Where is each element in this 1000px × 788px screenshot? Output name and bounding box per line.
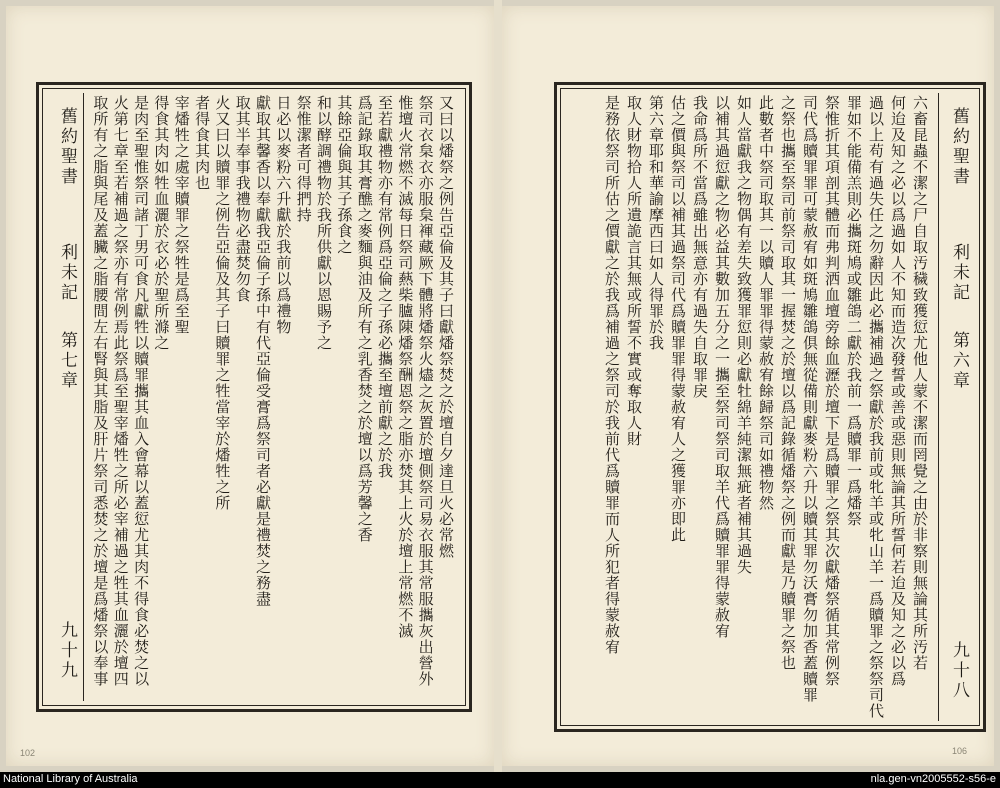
- footer-identifier: nla.gen-vn2005552-s56-e: [870, 773, 996, 785]
- text-column: 祭惟潔者可得捫持: [294, 95, 313, 223]
- right-page-body-text: [569, 95, 931, 719]
- left-page-body-text: [91, 95, 457, 699]
- text-column: 日必以麥粉六升獻於我前以爲禮物: [274, 95, 293, 335]
- right-header-page-number: 九十八: [949, 641, 969, 701]
- right-header-title: 舊約聖書: [949, 107, 969, 187]
- right-page-header: [938, 93, 975, 721]
- text-column: 取所有之脂與尾及蓋臟之脂腰間左右腎與其脂及肝片祭司悉焚之於壇是爲燔祭以奉事: [91, 95, 110, 687]
- text-column: 以補其過愆獻之物必益其數加五分之一攜至祭司祭司取羊代爲贖罪罪得蒙赦宥: [713, 95, 731, 639]
- text-column: 至若獻禮物亦有常例爲亞倫之子孫必攜至壇前獻之於我: [376, 95, 395, 479]
- footer-bar: [0, 772, 1000, 788]
- text-column: 過以上苟有過失任之勿辭因此必攜補過之祭獻於我前或牝羊或牝山羊一爲贖罪之祭祭司代: [867, 95, 885, 719]
- text-column: 估之價與祭司以補其過祭司代爲贖罪罪得蒙赦宥人之獲罪亦即此: [669, 95, 687, 543]
- text-column: 宰燔牲之處宰贖罪之祭牲是爲至聖: [172, 95, 191, 335]
- text-column: 之祭也攜至祭司前祭司取其一握焚之於壇以爲記錄循燔祭之例而獻是乃贖罪之祭也: [779, 95, 797, 671]
- text-column: 此數者中祭司取其一以贖人罪罪得蒙赦宥餘歸祭司如禮物然: [757, 95, 775, 511]
- text-column: 第六章耶和華諭摩西曰如人得罪於我: [647, 95, 665, 351]
- right-header-chapter: 第六章: [949, 331, 969, 391]
- book-gutter: [494, 0, 502, 772]
- text-column: 火第七章至若補過之祭亦有常例焉此祭爲至聖宰燔牲之所必宰補過之牲其血灑於壇四: [111, 95, 130, 687]
- right-page-frame: [554, 82, 986, 732]
- text-column: 如人當獻我之物偶有差失致獲罪愆則必獻牡綿羊純潔無疵者補其過失: [735, 95, 753, 575]
- text-column: 取人財物拾人所遺詭言其無或所誓不實或奪取人財: [625, 95, 643, 447]
- text-column: 又曰以燔祭之例告亞倫及其子曰獻燔祭焚之於壇自夕達旦火必常燃: [437, 95, 455, 559]
- left-header-page-number: 九十九: [57, 621, 77, 681]
- left-pencil-note: 102: [20, 748, 36, 758]
- right-pencil-note: 106: [952, 746, 968, 756]
- text-column: 我命爲所不當爲雖出無意亦有過失自取罪戾: [691, 95, 709, 399]
- footer-institution: National Library of Australia: [3, 773, 138, 785]
- left-page: [6, 6, 494, 766]
- text-column: 者得食其肉也: [193, 95, 212, 191]
- left-header-title: 舊約聖書: [57, 107, 77, 187]
- text-column: 是肉至聖惟祭司諸丁男可食凡獻牲以贖罪攜其血入會幕以蓋愆尤其肉不得食必焚之以: [132, 95, 151, 687]
- text-column: 何迨及知之必以爲過如人不知而造次發誓或善或惡則無論其所誓何若迨及知之必以爲: [889, 95, 907, 687]
- text-column: 惟壇火常燃不滅每日祭司爇柴臚陳燔祭酬恩祭之脂亦焚其上火於壇上常燃不滅: [396, 95, 415, 639]
- left-header-chapter: 第七章: [57, 331, 77, 391]
- text-column: 火又曰以贖罪之例告亞倫及其子曰贖罪之牲當宰於燔牲之所: [213, 95, 232, 511]
- text-column: 罪如不能備羔則必攜斑鳩或雛鴿二獻於我前一爲贖罪一爲燔祭: [845, 95, 863, 527]
- text-column: 獻取其馨香以奉獻我亞倫子孫中有代亞倫受膏爲祭司者必獻是禮焚之務盡: [254, 95, 273, 607]
- text-column: 和以酵調禮物於我所供獻以恩賜予之: [315, 95, 334, 351]
- text-column: 取其半奉事我禮物必盡焚勿食: [233, 95, 252, 303]
- text-column: 祭司衣枲衣亦服枲褌藏厥下體將燔祭火燼之灰置於壇側祭司易衣服其常服攜灰出營外: [416, 95, 435, 687]
- right-page: [502, 6, 994, 766]
- left-page-header: [47, 93, 84, 701]
- left-page-frame: [36, 82, 472, 712]
- text-column: 得食其肉如牲血灑於衣必於聖所滌之: [152, 95, 171, 351]
- text-column: 六畜昆蟲不潔之尸自取汚穢致獲愆尤他人蒙不潔而罔覺之由於非察則無論其所汚若: [911, 95, 929, 671]
- text-column: 其餘亞倫與其子孫食之: [335, 95, 354, 255]
- left-header-book: 利未記: [57, 243, 77, 303]
- text-column: 司代爲贖罪罪可蒙赦宥如斑鳩雛鴿俱無從備則獻麥粉六升以贖其罪勿沃膏勿加香蓋贖罪: [801, 95, 819, 703]
- right-header-book: 利未記: [949, 243, 969, 303]
- text-column: 是務依祭司所估之價獻之於我爲補過之祭司於我前代爲贖罪而人所犯者得蒙赦宥: [603, 95, 621, 655]
- text-column: 祭惟折其項剖其體而弗判洒血壇旁餘血瀝於壇下是爲贖罪之祭其次獻燔祭循其常例祭: [823, 95, 841, 687]
- text-column: 爲記錄取其膏醮之麥麵與油及所有之乳香焚之於壇以爲芳馨之香: [355, 95, 374, 543]
